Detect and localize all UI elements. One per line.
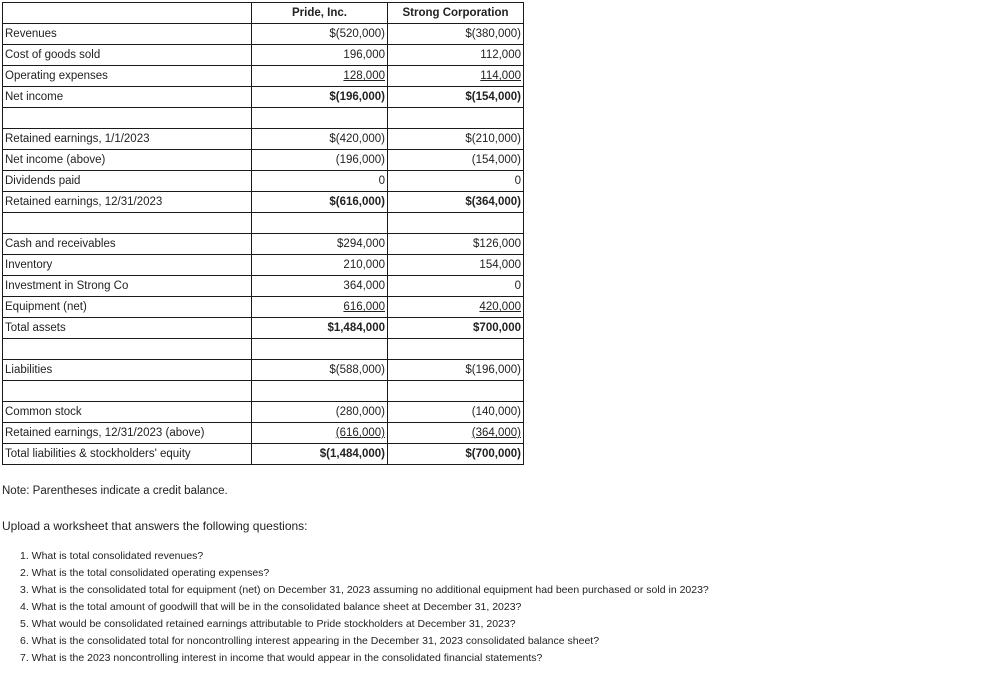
pride-value-cell (252, 402, 388, 423)
strong-value-cell-text: 420,000 (479, 301, 521, 313)
row-label-cell (3, 87, 252, 108)
row-label-cell (3, 171, 252, 192)
table-row (3, 171, 524, 192)
pride-value-cell-text: $(420,000) (329, 133, 385, 145)
strong-value-cell (388, 150, 524, 171)
pride-value-cell-text: $1,484,000 (327, 322, 385, 334)
table-row (3, 444, 524, 465)
pride-value-cell-text: (616,000) (335, 427, 385, 439)
pride-value-cell-text: 616,000 (343, 301, 385, 313)
strong-value-cell-text: 114,000 (480, 70, 521, 82)
strong-value-cell (388, 45, 524, 66)
table-row (3, 150, 524, 171)
question-item: 1. What is total consolidated revenues? (20, 550, 204, 562)
row-label-cell (3, 381, 252, 402)
pride-value-cell-text: 128,000 (343, 70, 385, 82)
row-label-cell-text: Net income (above) (5, 154, 106, 166)
row-label-cell (3, 234, 252, 255)
pride-value-cell (252, 24, 388, 45)
row-label-cell-text: Operating expenses (5, 70, 108, 82)
row-label-cell (3, 150, 252, 171)
strong-value-cell (388, 297, 524, 318)
strong-value-cell-text: 0 (514, 175, 521, 187)
row-label-cell-text: Revenues (5, 28, 57, 40)
row-label-cell-text: Total liabilities & stockholders' equity (5, 448, 191, 460)
pride-value-cell (252, 255, 388, 276)
pride-value-cell (252, 171, 388, 192)
question-item: 5. What would be consolidated retained earnings attributable to Pride stockholders at December 31, 2023? (20, 618, 516, 630)
table-row (3, 423, 524, 444)
pride-value-cell (252, 318, 388, 339)
strong-value-cell (388, 66, 524, 87)
pride-value-cell (252, 381, 388, 402)
row-label-cell-text: Investment in Strong Co (5, 280, 129, 292)
strong-value-cell (388, 234, 524, 255)
row-label-cell (3, 339, 252, 360)
credit-balance-note: Note: Parentheses indicate a credit balance. (2, 485, 228, 497)
row-label-cell (3, 402, 252, 423)
strong-value-cell (388, 87, 524, 108)
pride-value-cell-text: $(1,484,000) (319, 448, 385, 460)
strong-value-cell (388, 129, 524, 150)
table-row (3, 87, 524, 108)
row-label-cell-text: Retained earnings, 12/31/2023 (above) (5, 427, 205, 439)
row-label-cell (3, 24, 252, 45)
strong-value-cell (388, 213, 524, 234)
row-label-cell (3, 45, 252, 66)
pride-value-cell (252, 87, 388, 108)
table-row (3, 276, 524, 297)
strong-value-cell-text: 154,000 (479, 259, 521, 271)
pride-value-cell (252, 339, 388, 360)
table-row (3, 402, 524, 423)
pride-value-cell-text: $(588,000) (329, 364, 385, 376)
pride-value-cell (252, 129, 388, 150)
question-item: 3. What is the consolidated total for equipment (net) on December 31, 2023 assuming no additional equipment had been purchased or sold in 2023? (20, 584, 709, 596)
row-label-cell (3, 129, 252, 150)
financial-statements-table (2, 2, 524, 465)
row-label-cell (3, 66, 252, 87)
question-list (0, 548, 709, 667)
row-label-cell-text: Dividends paid (5, 175, 81, 187)
pride-value-cell (252, 66, 388, 87)
row-label-cell-text: Cost of goods sold (5, 49, 101, 61)
pride-value-cell (252, 192, 388, 213)
strong-value-cell (388, 171, 524, 192)
row-label-cell-text: Liabilities (5, 364, 53, 376)
strong-value-cell (388, 339, 524, 360)
row-label-cell (3, 255, 252, 276)
question-item: 2. What is the total consolidated operating expenses? (20, 567, 270, 579)
row-label-cell-text: Retained earnings, 1/1/2023 (5, 133, 150, 145)
pride-value-cell-text: 0 (378, 175, 385, 187)
pride-value-cell (252, 150, 388, 171)
question-item: 6. What is the consolidated total for noncontrolling interest appearing in the December 31, 2023 consolidated balance sheet? (20, 635, 600, 647)
strong-value-cell (388, 318, 524, 339)
strong-value-cell (388, 108, 524, 129)
table-row (3, 66, 524, 87)
strong-value-cell (388, 444, 524, 465)
header-label-cell (3, 3, 252, 24)
question-item: 4. What is the total amount of goodwill that will be in the consolidated balance sheet at December 31, 2023? (20, 601, 522, 613)
strong-value-cell-text: $700,000 (473, 322, 521, 334)
strong-value-cell (388, 255, 524, 276)
strong-value-cell (388, 381, 524, 402)
pride-value-cell (252, 423, 388, 444)
pride-value-cell-text: $294,000 (337, 238, 385, 250)
pride-value-cell (252, 360, 388, 381)
table-row (3, 339, 524, 360)
pride-value-cell (252, 108, 388, 129)
row-label-cell (3, 108, 252, 129)
pride-value-cell (252, 45, 388, 66)
row-label-cell-text: Retained earnings, 12/31/2023 (5, 196, 163, 208)
row-label-cell-text: Inventory (5, 259, 53, 271)
strong-value-cell-text: 112,000 (480, 49, 521, 61)
row-label-cell (3, 444, 252, 465)
strong-value-cell (388, 24, 524, 45)
table-row (3, 45, 524, 66)
table-row (3, 234, 524, 255)
row-label-cell (3, 213, 252, 234)
table-row (3, 108, 524, 129)
table-row (3, 297, 524, 318)
strong-value-cell (388, 402, 524, 423)
pride-value-cell (252, 444, 388, 465)
table-row (3, 318, 524, 339)
row-label-cell-text: Equipment (net) (5, 301, 87, 313)
row-label-cell (3, 423, 252, 444)
table-row (3, 213, 524, 234)
strong-value-cell-text: $(196,000) (465, 364, 521, 376)
row-label-cell-text: Cash and receivables (5, 238, 116, 250)
table-row (3, 129, 524, 150)
table-row (3, 255, 524, 276)
pride-value-cell (252, 297, 388, 318)
table-row (3, 381, 524, 402)
strong-value-cell-text: (364,000) (471, 427, 521, 439)
strong-value-cell (388, 276, 524, 297)
pride-value-cell-text: $(616,000) (329, 196, 385, 208)
strong-value-cell-text: $(700,000) (465, 448, 521, 460)
strong-value-cell-text: $126,000 (473, 238, 521, 250)
row-label-cell-text: Net income (5, 91, 64, 103)
pride-value-cell (252, 276, 388, 297)
strong-value-cell-text: $(210,000) (465, 133, 521, 145)
table-row (3, 192, 524, 213)
pride-value-cell (252, 213, 388, 234)
strong-value-cell (388, 192, 524, 213)
table-row (3, 24, 524, 45)
strong-value-cell-text: (154,000) (471, 154, 521, 166)
pride-value-cell-text: (280,000) (335, 406, 385, 418)
strong-value-cell-text: (140,000) (471, 406, 521, 418)
pride-value-cell-text: 210,000 (343, 259, 385, 271)
pride-value-cell-text: (196,000) (335, 154, 385, 166)
pride-value-cell-text: 196,000 (343, 49, 385, 61)
row-label-cell-text: Total assets (5, 322, 66, 334)
row-label-cell (3, 318, 252, 339)
pride-value-cell (252, 234, 388, 255)
pride-value-cell-text: $(520,000) (329, 28, 385, 40)
strong-value-cell (388, 360, 524, 381)
row-label-cell (3, 192, 252, 213)
pride-value-cell-text: 364,000 (343, 280, 385, 292)
strong-value-cell-text: $(154,000) (465, 91, 521, 103)
table-header-row (3, 3, 524, 24)
question-item: 7. What is the 2023 noncontrolling interest in income that would appear in the consolidated financial statements? (20, 652, 543, 664)
row-label-cell (3, 297, 252, 318)
row-label-cell (3, 276, 252, 297)
pride-value-cell-text: $(196,000) (329, 91, 385, 103)
table-row (3, 360, 524, 381)
strong-value-cell-text: 0 (514, 280, 521, 292)
header-strong: Strong Corporation (388, 3, 524, 24)
strong-value-cell (388, 423, 524, 444)
upload-prompt: Upload a worksheet that answers the following questions: (2, 519, 308, 533)
row-label-cell (3, 360, 252, 381)
strong-value-cell-text: $(380,000) (465, 28, 521, 40)
header-pride: Pride, Inc. (252, 3, 388, 24)
row-label-cell-text: Common stock (5, 406, 82, 418)
strong-value-cell-text: $(364,000) (465, 196, 521, 208)
